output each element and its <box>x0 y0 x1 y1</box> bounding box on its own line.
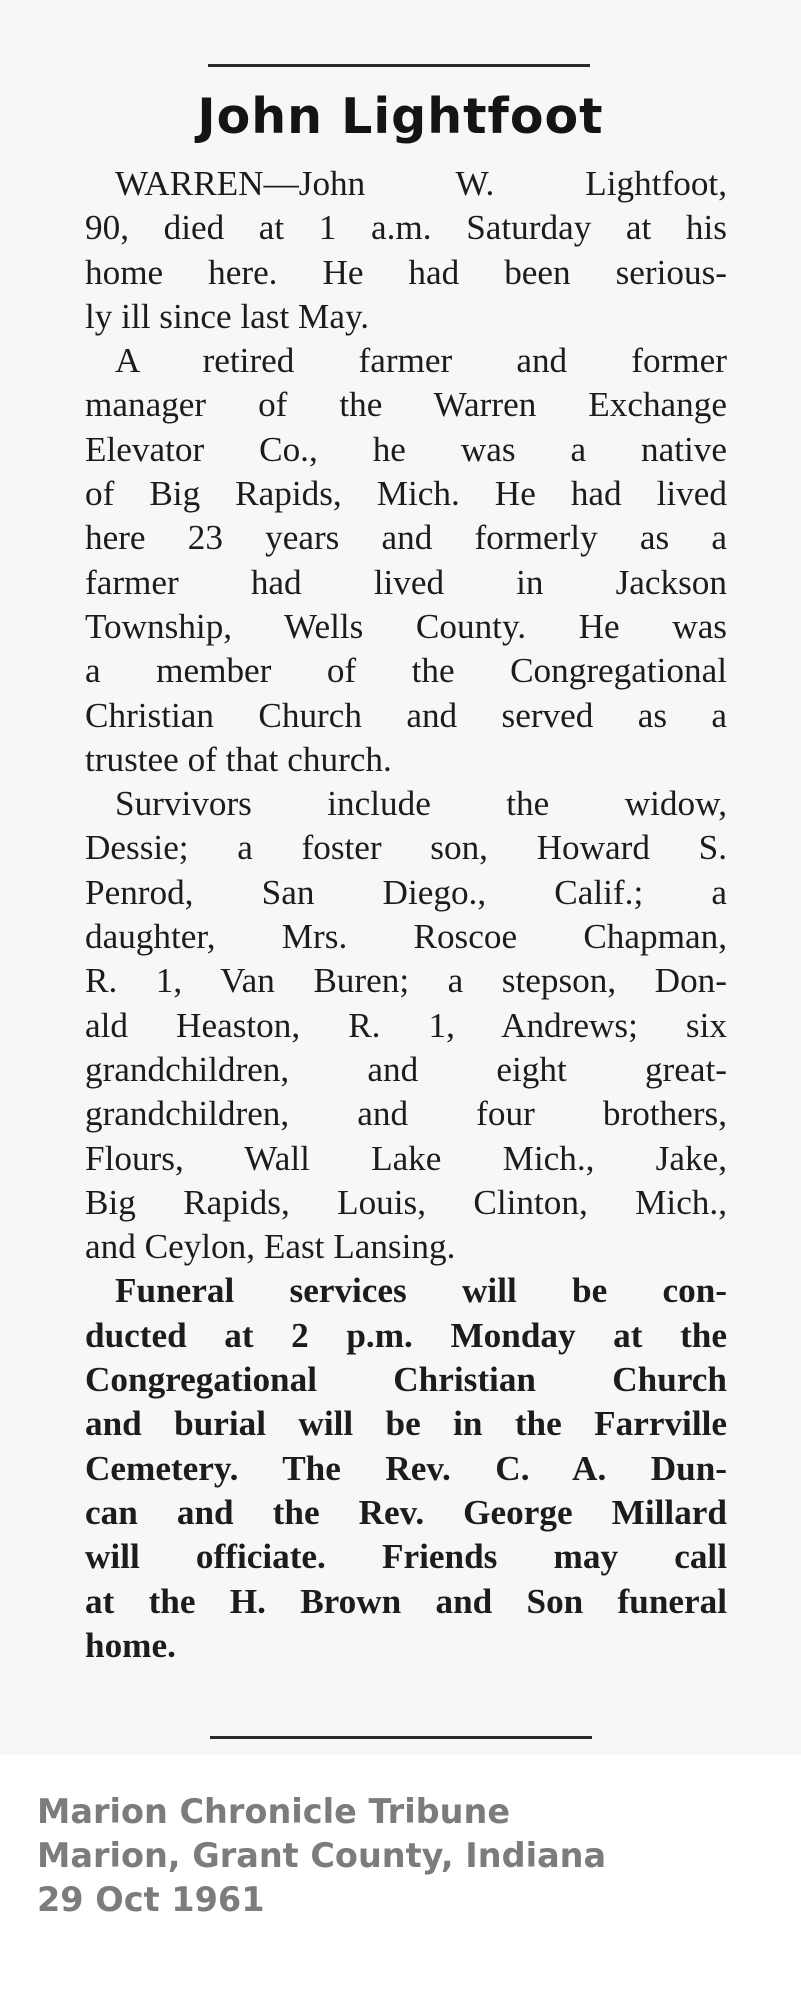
paragraph-funeral-services <box>85 1269 727 1668</box>
text-line: Elevator Co., he was a native <box>85 429 727 469</box>
caption-date: 29 Oct 1961 <box>37 1880 265 1919</box>
source-caption <box>37 1790 606 1922</box>
text-line: ly ill since last May. <box>85 296 370 336</box>
caption-location: Marion, Grant County, Indiana <box>37 1836 607 1875</box>
text-line: and burial will be in the Farrville <box>85 1404 727 1444</box>
text-line: here 23 years and formerly as a <box>85 518 727 558</box>
text-line: WARREN—John W. Lightfoot, <box>115 164 727 203</box>
text-line: home here. He had been serious- <box>85 252 727 292</box>
text-line: Big Rapids, Louis, Clinton, Mich., <box>85 1182 727 1222</box>
text-line: of Big Rapids, Mich. He had lived <box>85 474 727 514</box>
bottom-rule <box>210 1736 592 1739</box>
paragraph-death-notice <box>85 162 727 339</box>
text-line: A retired farmer and former <box>115 341 727 381</box>
top-rule <box>208 64 590 67</box>
text-line: will officiate. Friends may call <box>85 1537 727 1577</box>
paragraph-survivors <box>85 782 727 1269</box>
text-line: manager of the Warren Exchange <box>85 385 727 425</box>
text-line: can and the Rev. George Millard <box>85 1492 727 1532</box>
obituary-body <box>85 162 727 1668</box>
text-line: Penrod, San Diego., Calif.; a <box>85 872 727 912</box>
text-line: farmer had lived in Jackson <box>85 562 727 602</box>
text-line: daughter, Mrs. Roscoe Chapman, <box>85 917 727 957</box>
text-line: ducted at 2 p.m. Monday at the <box>85 1315 727 1355</box>
text-line: ald Heaston, R. 1, Andrews; six <box>85 1005 727 1045</box>
caption-newspaper: Marion Chronicle Tribune <box>37 1792 511 1831</box>
text-line: at the H. Brown and Son funeral <box>85 1581 727 1621</box>
text-line: and Ceylon, East Lansing. <box>85 1227 456 1267</box>
text-line: Cemetery. The Rev. C. A. Dun- <box>85 1448 727 1488</box>
text-line: Township, Wells County. He was <box>85 606 727 646</box>
text-line: R. 1, Van Buren; a stepson, Don- <box>85 961 727 1001</box>
text-line: Funeral services will be con- <box>115 1271 727 1311</box>
text-line: home. <box>85 1625 176 1665</box>
text-line: Christian Church and served as a <box>85 695 727 735</box>
text-line: Flours, Wall Lake Mich., Jake, <box>85 1138 727 1178</box>
paragraph-biography <box>85 339 727 782</box>
text-line: Congregational Christian Church <box>85 1360 727 1400</box>
text-line: grandchildren, and eight great- <box>85 1049 727 1089</box>
text-line: 90, died at 1 a.m. Saturday at his <box>85 208 727 248</box>
text-line: Survivors include the widow, <box>115 784 727 824</box>
text-line: Dessie; a foster son, Howard S. <box>85 828 727 868</box>
text-line: grandchildren, and four brothers, <box>85 1094 727 1134</box>
text-line: a member of the Congregational <box>85 651 727 691</box>
obituary-headline: John Lightfoot <box>197 88 604 145</box>
text-line: trustee of that church. <box>85 739 392 779</box>
